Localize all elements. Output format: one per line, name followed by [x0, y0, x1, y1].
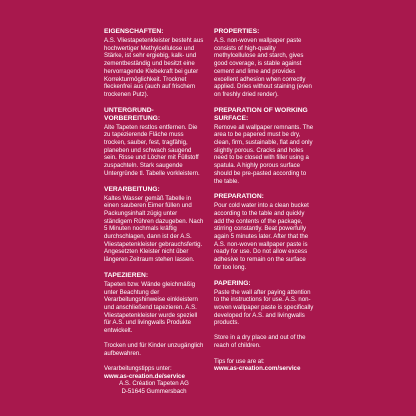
section-heading: PREPARATION OF WORKING SURFACE: — [214, 106, 308, 122]
section-heading: PAPERING: — [214, 279, 251, 287]
section-heading: EIGENSCHAFTEN: — [104, 28, 164, 35]
company-address: D-51645 Gummersbach — [121, 387, 187, 395]
section-papering — [214, 280, 314, 350]
section-heading: TAPEZIEREN: — [104, 271, 149, 279]
section-text: Paste the wall after paying attention to the instructions for use. A.S. non-woven wallpaper paste is specifically developed for A.S. and livingwalls products. — [214, 288, 314, 327]
section-heading: VERARBEITUNG: — [104, 185, 160, 193]
storage-note: Trocken und für Kinder unzugänglich aufbewahren. — [104, 341, 204, 357]
tips-block — [104, 365, 204, 380]
company-name: A.S. Création Tapeten AG — [119, 380, 189, 387]
section-verarbeitung — [104, 186, 204, 264]
section-heading: UNTERGRUND-VORBEREITUNG: — [104, 106, 161, 122]
section-text: Alte Tapeten restlos entfernen. Die zu tapezierende Fläche muss trocken, sauber, fest, tragfähig, planeben und schwach saugend sein. Risse und Löcher mit Füllstoff zuspachteln. Stark saugende Untergründe tl. Tabelle vorkleistern. — [104, 123, 200, 177]
section-text: Remove all wallpaper remnants. The area to be papered must be dry, clean, firm, sustainable, flat and only slightly porous. Cracks and holes need to be closed with filler using a spatula. A highly porous surface should be pre-pasted according to the table. — [214, 123, 314, 185]
section-text: Kaltes Wasser gemäß Tabelle in einen sauberen Eimer füllen und Packungsinhalt zügig unter ständigem Rühren dazugeben. Nach 5 Minuten nochmals kräftig durchschlagen, dann ist der A.S. Vliestapetenkleister gebrauchsfertig. Angesetzten Kleister nicht über längeren Zeitraum stehen lassen. — [104, 194, 204, 264]
section-tapezieren — [104, 272, 204, 357]
section-surface-preparation — [214, 107, 314, 186]
section-properties — [214, 28, 314, 99]
tips-label: Tips for use are at: — [214, 357, 265, 365]
english-column — [214, 28, 314, 381]
company-info — [104, 380, 204, 395]
section-text: A.S. non-woven wallpaper paste consists of high-quality methylcellulose and starch, gives good coverage, is stable against cement and lime and provides excellent adhesion when correctly applied. Dries without staining (even on freshly dried render). — [214, 37, 312, 98]
storage-note: Store in a dry place and out of the reach of children. — [214, 334, 306, 349]
section-eigenschaften — [104, 28, 204, 99]
section-text: Tapeten bzw. Wände gleichmäßig unter Beachtung der Verarbeitungshinweise einkleistern und anschließend tapezieren. A.S. Vliestapetenkleister wurde speziell für A.S. und livingwalls Produkte entwickelt. — [104, 280, 198, 335]
section-text: Pour cold water into a clean bucket according to the table and quickly add the contents of the package, stirring constantly. Beat powerfully again 5 minutes later. After that the A.S. non-woven wallpaper paste is ready for use. Do not allow excess adhesive to remain on the surface for too long. — [214, 202, 309, 271]
german-column — [104, 28, 204, 389]
service-link-de[interactable]: www.as-creation.de/service — [104, 372, 185, 380]
section-heading: PROPERTIES: — [214, 28, 260, 35]
section-preparation — [214, 193, 314, 271]
tips-block — [214, 358, 314, 373]
section-untergrund — [104, 107, 204, 178]
service-link-en[interactable]: www.as-creation.com/service — [214, 365, 301, 373]
tips-label: Verarbeitungstipps unter: — [104, 365, 172, 373]
section-text: A.S. Vliestapetenkleister besteht aus hochwertiger Methylcellulose und Stärke, ist sehr ergiebig, kalk- und zementbeständig und besitzt eine hervorragende Klebekraft bei guter Korrekturmöglichkeit. Trocknet fleckenfrei aus (auch auf frischem trockenen Putz). — [104, 37, 204, 98]
section-heading: PREPARATION: — [214, 193, 264, 201]
